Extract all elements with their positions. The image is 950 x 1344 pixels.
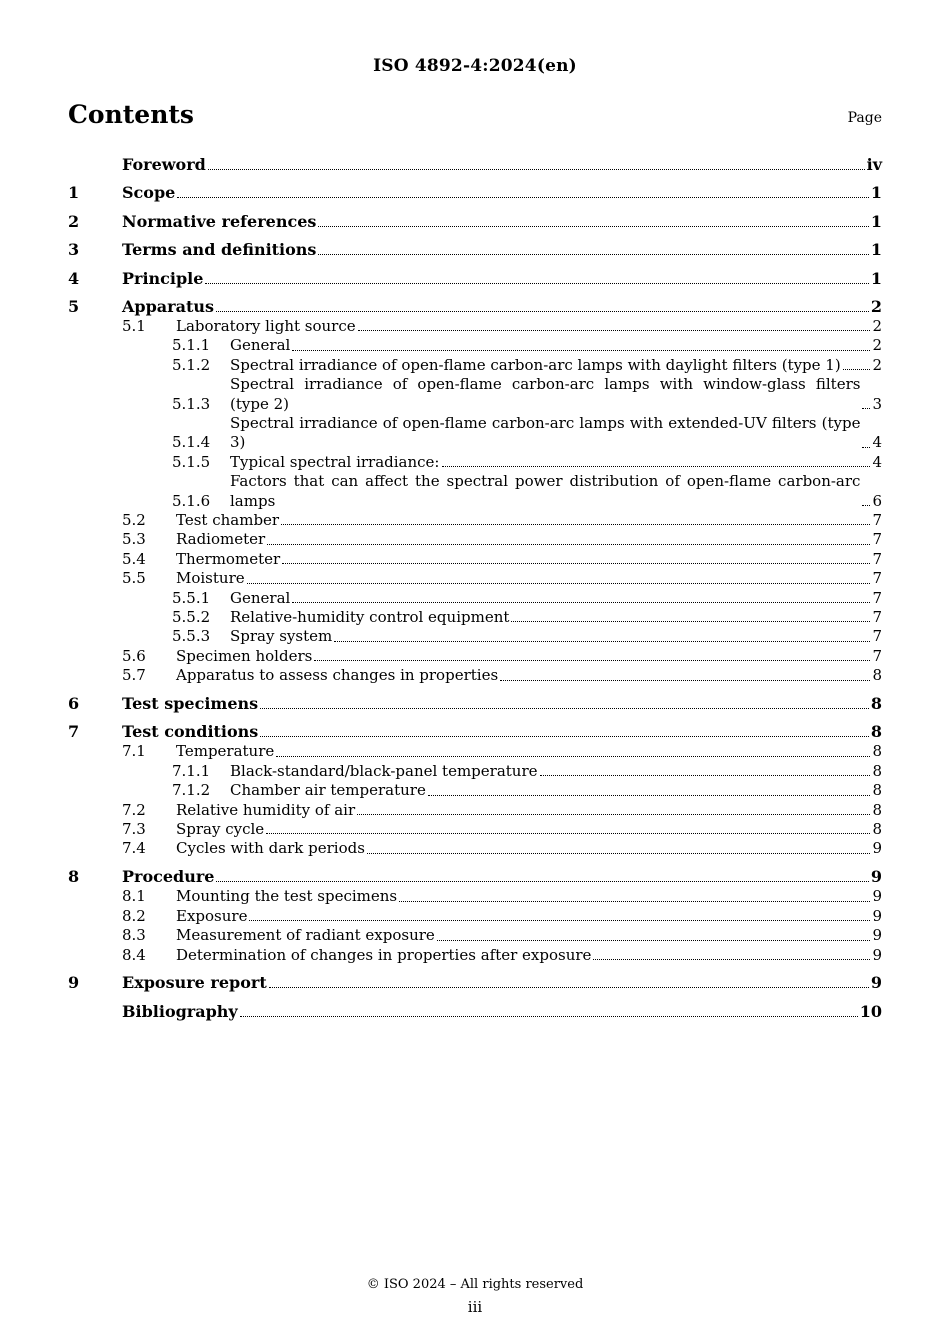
toc-entry-number: 8.1 bbox=[122, 887, 146, 906]
toc-entry-page: 9 bbox=[872, 839, 882, 858]
toc-entry-title: Black-standard/black-panel temperature bbox=[230, 761, 538, 780]
toc-entry-title: Laboratory light source bbox=[176, 316, 356, 335]
toc-entry-number: 5.1.4 bbox=[172, 433, 211, 452]
toc-entry-number: 5.5.2 bbox=[172, 608, 211, 627]
toc-entry[interactable] bbox=[68, 762, 882, 781]
toc-entry-page: 9 bbox=[870, 973, 882, 993]
toc-dot-leader bbox=[292, 602, 870, 603]
toc-entry[interactable] bbox=[68, 240, 882, 260]
toc-dot-leader bbox=[247, 583, 871, 584]
toc-entry-page: 9 bbox=[872, 945, 882, 964]
toc-entry-page: 1 bbox=[870, 183, 882, 203]
toc-entry[interactable] bbox=[68, 907, 882, 926]
toc-entry-title: Apparatus bbox=[122, 296, 214, 316]
toc-dot-leader bbox=[205, 283, 868, 284]
toc-entry-number: 5.1.1 bbox=[172, 336, 211, 355]
toc-entry[interactable] bbox=[68, 742, 882, 761]
toc-entry[interactable] bbox=[68, 375, 882, 414]
toc-dot-leader bbox=[334, 641, 870, 642]
toc-entry-page: 7 bbox=[872, 588, 882, 607]
toc-dot-leader bbox=[843, 369, 871, 370]
toc-entry-number: 7.4 bbox=[122, 839, 146, 858]
toc-entry-title: Moisture bbox=[176, 569, 245, 588]
toc-entry-title: Cycles with dark periods bbox=[176, 839, 365, 858]
page-title: Contents bbox=[68, 100, 195, 129]
toc-entry-page: 9 bbox=[872, 906, 882, 925]
toc-entry-title: Chamber air temperature bbox=[230, 781, 426, 800]
toc-entry-number: 7.1 bbox=[122, 742, 146, 761]
toc-entry[interactable] bbox=[68, 887, 882, 906]
toc-dot-leader bbox=[208, 169, 865, 170]
toc-dot-leader bbox=[862, 447, 870, 448]
toc-dot-leader bbox=[281, 524, 870, 525]
toc-entry-number: 3 bbox=[68, 240, 80, 260]
toc-entry-number: 5.5.3 bbox=[172, 627, 211, 646]
toc-entry-page: 4 bbox=[872, 452, 882, 471]
toc-entry-title: Measurement of radiant exposure bbox=[176, 926, 435, 945]
toc-entry-title: Radiometer bbox=[176, 530, 266, 549]
toc-entry-page: 8 bbox=[872, 761, 882, 780]
toc-entry-number: 5.3 bbox=[122, 530, 146, 549]
toc-entry[interactable] bbox=[68, 1002, 882, 1022]
toc-entry-number: 5.7 bbox=[122, 666, 146, 685]
toc-entry-title: Relative humidity of air bbox=[176, 800, 356, 819]
toc-entry[interactable] bbox=[68, 589, 882, 608]
copyright-notice: © ISO 2024 – All rights reserved bbox=[366, 1277, 584, 1292]
toc-entry-page: 4 bbox=[872, 433, 882, 452]
toc-entry[interactable] bbox=[68, 155, 882, 175]
toc-entry[interactable] bbox=[68, 269, 882, 289]
toc-entry-title: Test chamber bbox=[176, 511, 280, 530]
table-of-contents bbox=[68, 155, 882, 1022]
toc-entry-page: 7 bbox=[872, 646, 882, 665]
toc-dot-leader bbox=[260, 736, 869, 737]
toc-entry-number: 8.4 bbox=[122, 945, 146, 964]
toc-entry-number: 5.4 bbox=[122, 549, 146, 568]
toc-entry-title: Scope bbox=[122, 183, 176, 203]
toc-entry-title: Terms and definitions bbox=[122, 240, 317, 260]
toc-entry-page: 7 bbox=[872, 608, 882, 627]
toc-entry-number: 5.1.2 bbox=[172, 355, 211, 374]
toc-entry-page: 2 bbox=[872, 355, 882, 374]
toc-entry[interactable] bbox=[68, 414, 882, 453]
toc-dot-leader bbox=[511, 621, 870, 622]
toc-entry[interactable] bbox=[68, 356, 882, 375]
toc-entry-number: 5.1 bbox=[122, 316, 146, 335]
toc-entry-page: 2 bbox=[870, 296, 882, 316]
toc-dot-leader bbox=[862, 505, 870, 506]
toc-entry-page: 9 bbox=[870, 867, 882, 887]
toc-entry-page: 2 bbox=[872, 336, 882, 355]
toc-entry-page: 9 bbox=[872, 887, 882, 906]
toc-entry-title: Specimen holders bbox=[176, 646, 313, 665]
toc-dot-leader bbox=[260, 708, 869, 709]
toc-entry-title: Apparatus to assess changes in properties bbox=[176, 666, 499, 685]
toc-entry-page: 8 bbox=[870, 722, 882, 742]
toc-entry-title: Test specimens bbox=[122, 694, 259, 714]
toc-entry-title: Factors that can affect the spectral power distribution of open-flame carbon-arc lamps bbox=[230, 472, 861, 510]
toc-entry[interactable] bbox=[68, 694, 882, 714]
toc-entry[interactable] bbox=[68, 453, 882, 472]
toc-entry-number: 6 bbox=[68, 694, 80, 714]
toc-entry-page: 7 bbox=[872, 549, 882, 568]
toc-entry-number: 5.5 bbox=[122, 569, 146, 588]
toc-entry-page: 8 bbox=[872, 742, 882, 761]
toc-entry-title: Typical spectral irradiance: bbox=[230, 452, 440, 471]
toc-entry-title: Normative references bbox=[122, 211, 317, 231]
toc-entry-page: 9 bbox=[872, 926, 882, 945]
toc-entry-number: 8.2 bbox=[122, 906, 146, 925]
toc-dot-leader bbox=[314, 660, 870, 661]
toc-entry[interactable] bbox=[68, 550, 882, 569]
toc-entry-number: 4 bbox=[68, 268, 80, 288]
toc-entry[interactable] bbox=[68, 183, 882, 203]
toc-dot-leader bbox=[318, 254, 868, 255]
toc-dot-leader bbox=[249, 920, 870, 921]
toc-entry-page: 7 bbox=[872, 530, 882, 549]
toc-entry-title: Foreword bbox=[122, 155, 206, 174]
toc-entry-title: Exposure report bbox=[122, 973, 267, 993]
toc-entry-page: 1 bbox=[870, 240, 882, 260]
toc-dot-leader bbox=[437, 940, 871, 941]
page-column-label: Page bbox=[847, 110, 882, 126]
toc-entry[interactable] bbox=[68, 336, 882, 355]
toc-entry[interactable] bbox=[68, 511, 882, 530]
toc-entry[interactable] bbox=[68, 647, 882, 666]
toc-dot-leader bbox=[540, 775, 871, 776]
toc-dot-leader bbox=[216, 881, 868, 882]
toc-entry-title: General bbox=[230, 336, 291, 355]
toc-entry[interactable] bbox=[68, 530, 882, 549]
toc-entry-page: 8 bbox=[872, 820, 882, 839]
toc-entry[interactable] bbox=[68, 820, 882, 839]
toc-dot-leader bbox=[862, 408, 870, 409]
toc-dot-leader bbox=[428, 795, 871, 796]
toc-entry-title: Relative-humidity control equipment bbox=[230, 608, 510, 627]
toc-entry[interactable] bbox=[68, 297, 882, 317]
toc-entry-page: 2 bbox=[872, 316, 882, 335]
toc-entry-page: 1 bbox=[870, 268, 882, 288]
toc-entry-number: 2 bbox=[68, 211, 80, 231]
toc-entry[interactable] bbox=[68, 722, 882, 742]
toc-dot-leader bbox=[399, 901, 870, 902]
toc-entry-number: 5.2 bbox=[122, 511, 146, 530]
toc-dot-leader bbox=[367, 853, 871, 854]
toc-entry-title: Spray system bbox=[230, 627, 333, 646]
toc-entry-title: Procedure bbox=[122, 867, 215, 887]
toc-dot-leader bbox=[266, 833, 870, 834]
toc-entry-page: 3 bbox=[872, 394, 882, 413]
toc-entry[interactable] bbox=[68, 801, 882, 820]
toc-entry[interactable] bbox=[68, 569, 882, 588]
toc-entry[interactable] bbox=[68, 926, 882, 945]
toc-entry[interactable] bbox=[68, 973, 882, 993]
toc-entry-page: 7 bbox=[872, 569, 882, 588]
toc-dot-leader bbox=[500, 680, 870, 681]
toc-entry-title: Spectral irradiance of open-flame carbon-arc lamps with daylight filters (type 1) bbox=[230, 355, 841, 374]
toc-dot-leader bbox=[267, 544, 870, 545]
toc-entry-number: 5.6 bbox=[122, 646, 146, 665]
toc-entry-page: iv bbox=[866, 155, 882, 174]
toc-dot-leader bbox=[318, 226, 868, 227]
toc-entry-number: 1 bbox=[68, 183, 80, 203]
toc-entry-number: 5.1.3 bbox=[172, 394, 211, 413]
toc-dot-leader bbox=[269, 987, 869, 988]
toc-entry-title: Determination of changes in properties after exposure bbox=[176, 945, 592, 964]
toc-entry-number: 7.1.1 bbox=[172, 761, 211, 780]
toc-entry[interactable] bbox=[68, 212, 882, 232]
toc-entry-title: Spectral irradiance of open-flame carbon-arc lamps with window-glass filters (type 2) bbox=[230, 375, 861, 413]
toc-entry-title: Thermometer bbox=[176, 549, 281, 568]
toc-entry[interactable] bbox=[68, 472, 882, 511]
toc-entry-page: 8 bbox=[872, 781, 882, 800]
toc-entry-page: 8 bbox=[872, 666, 882, 685]
toc-entry-title: Test conditions bbox=[122, 722, 259, 742]
toc-entry-page: 8 bbox=[872, 800, 882, 819]
toc-entry[interactable] bbox=[68, 781, 882, 800]
toc-entry-title: Spectral irradiance of open-flame carbon-arc lamps with extended-UV filters (type 3) bbox=[230, 413, 861, 452]
toc-entry-page: 7 bbox=[872, 627, 882, 646]
toc-entry-title: Spray cycle bbox=[176, 820, 265, 839]
toc-entry[interactable] bbox=[68, 627, 882, 646]
toc-entry[interactable] bbox=[68, 608, 882, 627]
toc-entry-page: 1 bbox=[870, 211, 882, 231]
toc-entry-number: 5.5.1 bbox=[172, 588, 211, 607]
toc-entry[interactable] bbox=[68, 946, 882, 965]
toc-entry-title: General bbox=[230, 588, 291, 607]
toc-entry-number: 5.1.6 bbox=[172, 491, 211, 510]
toc-entry-number: 8.3 bbox=[122, 926, 146, 945]
toc-dot-leader bbox=[276, 756, 870, 757]
toc-dot-leader bbox=[292, 350, 870, 351]
toc-entry[interactable] bbox=[68, 839, 882, 858]
toc-entry-number: 9 bbox=[68, 973, 80, 993]
toc-entry-title: Temperature bbox=[176, 742, 275, 761]
toc-entry-title: Exposure bbox=[176, 906, 248, 925]
toc-dot-leader bbox=[357, 814, 870, 815]
toc-entry-page: 10 bbox=[859, 1001, 882, 1021]
toc-entry-number: 7.1.2 bbox=[172, 781, 211, 800]
toc-entry[interactable] bbox=[68, 666, 882, 685]
toc-entry-number: 5.1.5 bbox=[172, 452, 211, 471]
toc-dot-leader bbox=[177, 197, 869, 198]
toc-entry-page: 7 bbox=[872, 511, 882, 530]
toc-dot-leader bbox=[593, 959, 870, 960]
toc-entry-page: 6 bbox=[872, 491, 882, 510]
toc-entry-number: 8 bbox=[68, 867, 80, 887]
toc-entry-number: 5 bbox=[68, 296, 80, 316]
document-header: ISO 4892-4:2024(en) bbox=[373, 56, 577, 76]
toc-entry-page: 8 bbox=[870, 694, 882, 714]
toc-entry-number: 7.3 bbox=[122, 820, 146, 839]
toc-entry-number: 7 bbox=[68, 722, 80, 742]
toc-dot-leader bbox=[240, 1016, 858, 1017]
toc-entry-number: 7.2 bbox=[122, 800, 146, 819]
page-number: iii bbox=[467, 1298, 483, 1316]
toc-dot-leader bbox=[442, 466, 871, 467]
toc-entry[interactable] bbox=[68, 317, 882, 336]
toc-entry-title: Principle bbox=[122, 268, 204, 288]
toc-entry-title: Mounting the test specimens bbox=[176, 887, 398, 906]
toc-dot-leader bbox=[358, 330, 871, 331]
toc-entry[interactable] bbox=[68, 867, 882, 887]
toc-dot-leader bbox=[216, 311, 869, 312]
toc-entry-title: Bibliography bbox=[122, 1001, 238, 1021]
toc-dot-leader bbox=[282, 563, 870, 564]
